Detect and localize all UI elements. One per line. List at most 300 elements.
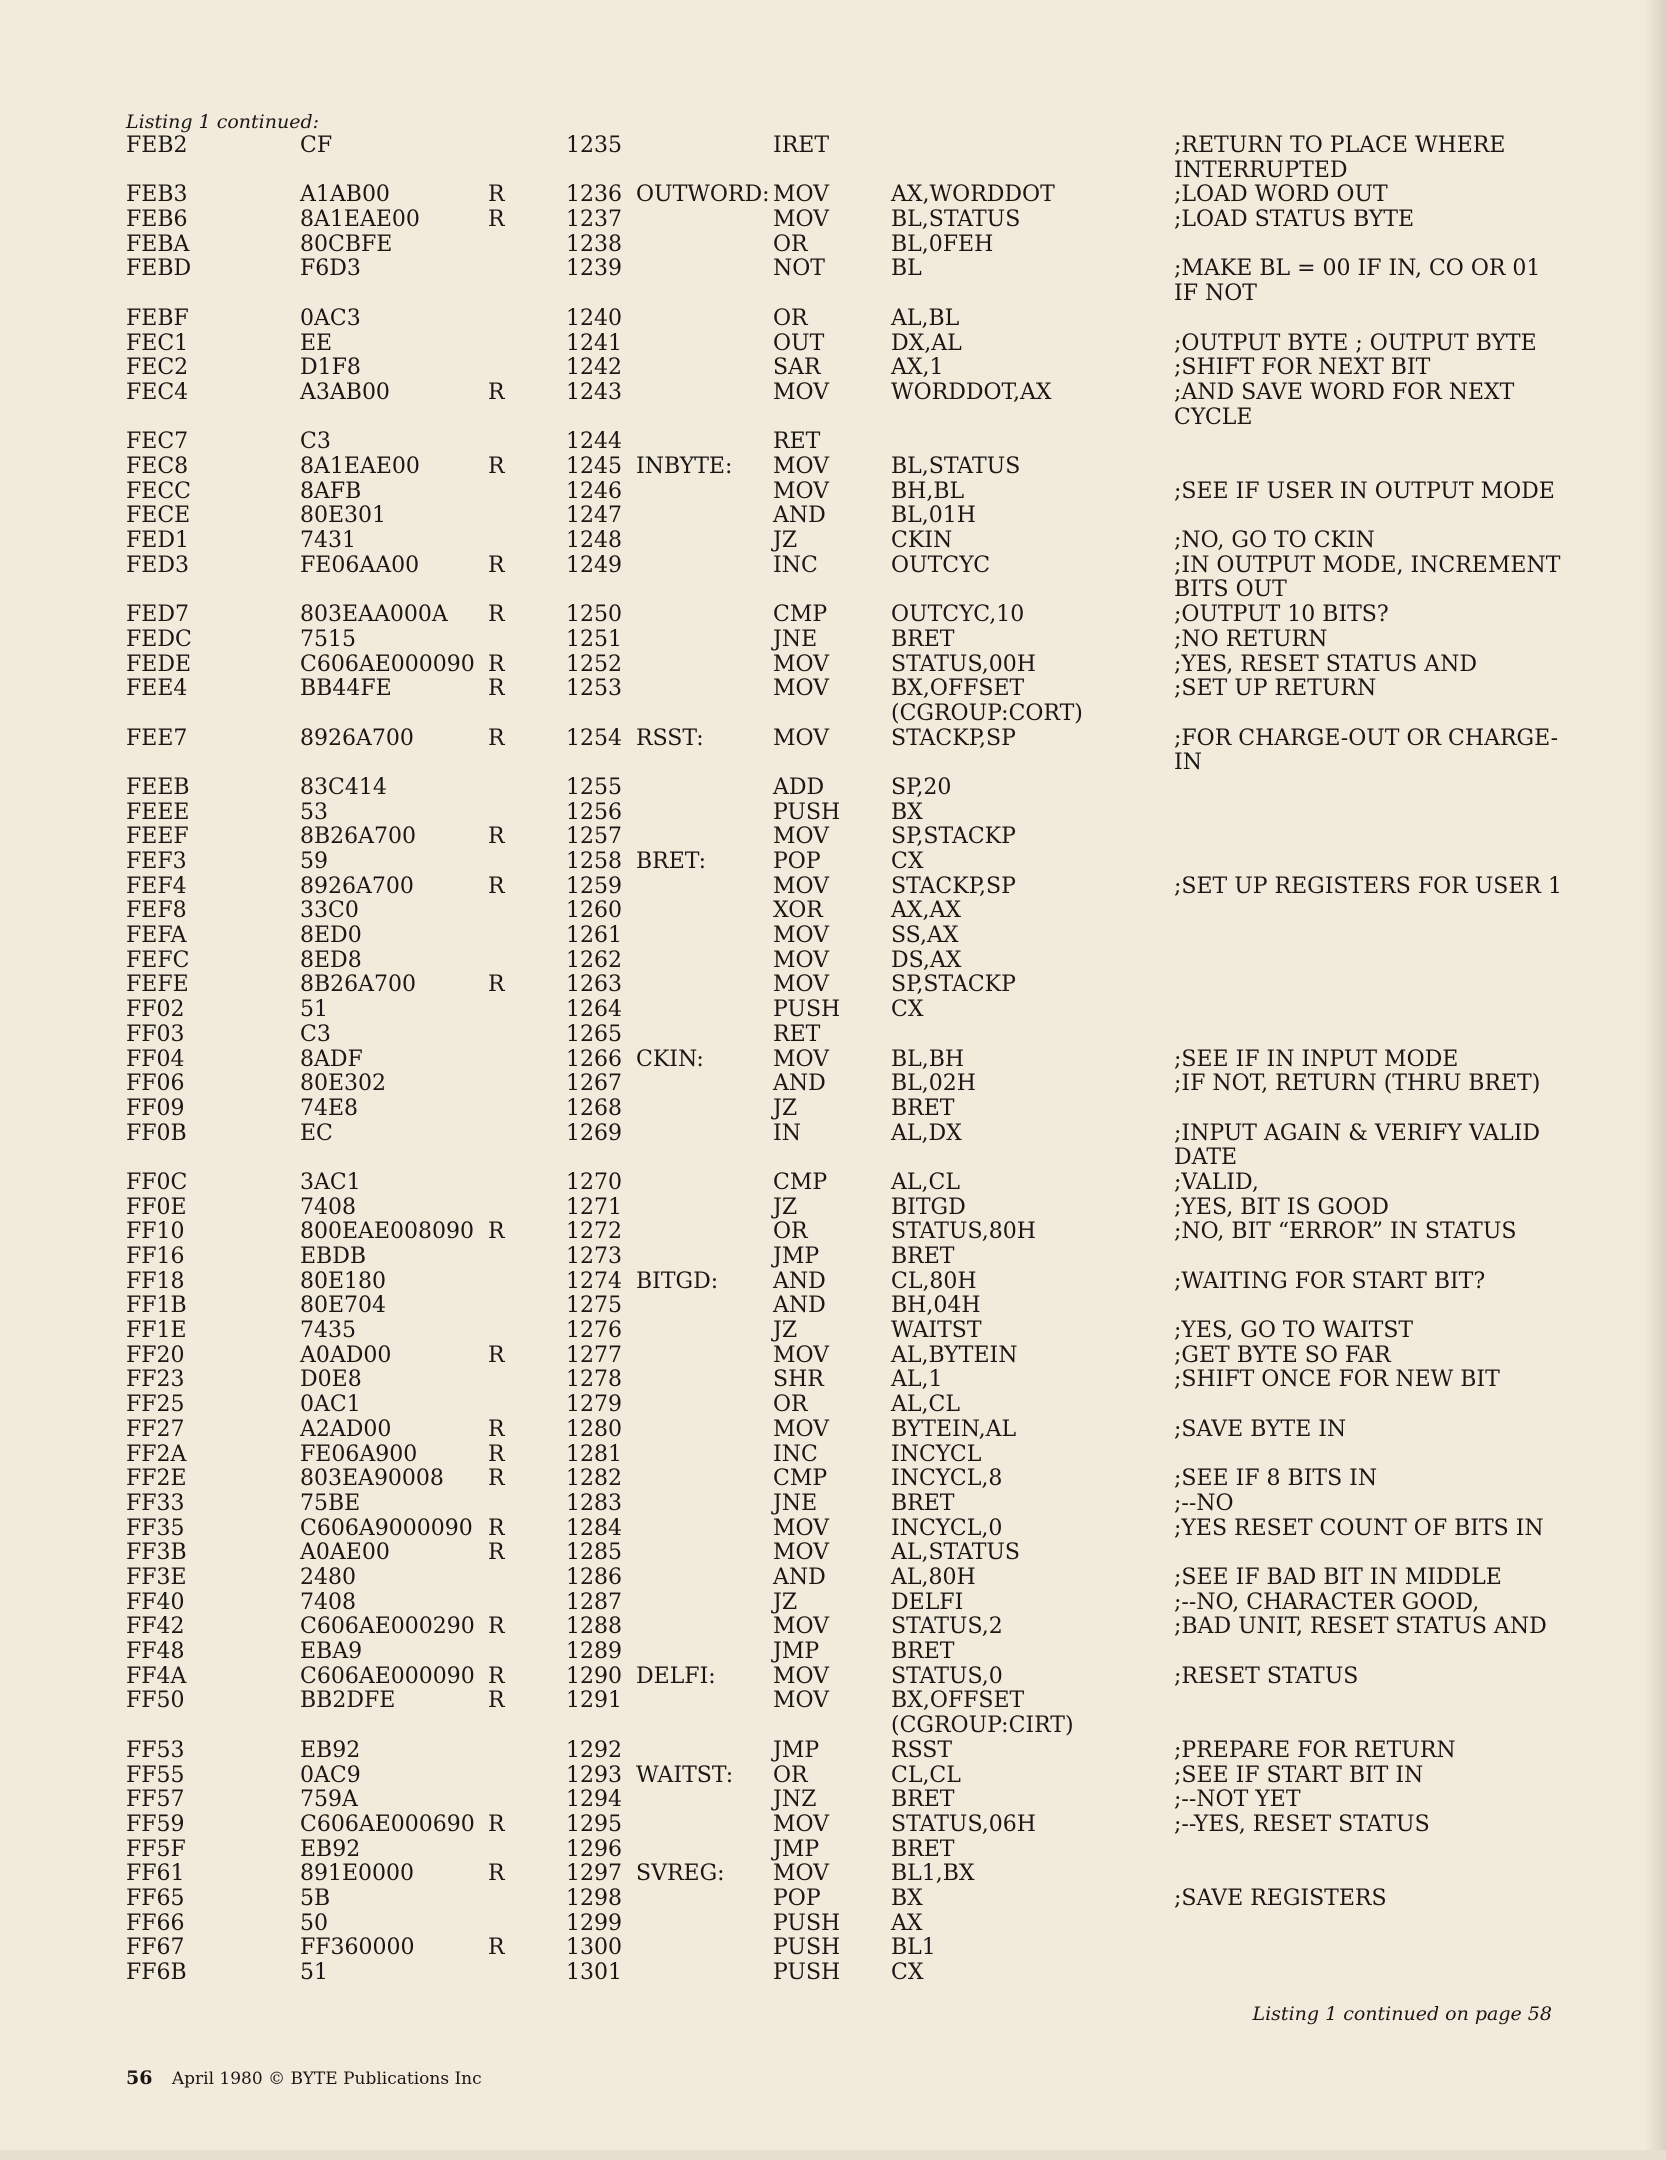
operand-cell: OUTCYC: [891, 552, 991, 578]
comment-cell: ;SEE IF START BIT IN: [1174, 1762, 1424, 1788]
line-number-cell: 1252: [566, 651, 622, 677]
listing-row: [126, 1245, 1576, 1270]
operand-cell: STATUS,00H: [891, 651, 1036, 677]
operand-cell: AL,1: [891, 1367, 943, 1393]
comment-cell: ;SET UP REGISTERS FOR USER 1: [1174, 873, 1562, 899]
address-cell: FEDE: [126, 651, 192, 677]
line-number-cell: 1237: [566, 207, 622, 233]
listing-row: [126, 1393, 1576, 1418]
object-code-cell: 8A1EAE00: [300, 207, 420, 233]
opcode-cell: AND: [773, 1293, 826, 1319]
operand-cell: BITGD: [891, 1194, 966, 1220]
listing-row: [126, 1566, 1576, 1591]
object-code-cell: 8ED8: [300, 947, 362, 973]
object-code-cell: C3: [300, 1021, 331, 1047]
opcode-cell: JMP: [773, 1244, 820, 1270]
address-cell: FF1E: [126, 1318, 187, 1344]
line-number-cell: 1265: [566, 1021, 622, 1047]
opcode-cell: MOV: [773, 725, 830, 751]
address-cell: FF42: [126, 1614, 185, 1640]
address-cell: FF06: [126, 1071, 185, 1097]
label-cell: DELFI:: [636, 1663, 716, 1689]
line-number-cell: 1263: [566, 972, 622, 998]
operand-cell: BL: [891, 256, 922, 282]
address-cell: FEF4: [126, 873, 187, 899]
address-cell: FF02: [126, 997, 185, 1023]
listing-row: [126, 233, 1576, 258]
operand-cell: CX: [891, 997, 924, 1023]
operand-cell: AX,AX: [891, 898, 962, 924]
operand-cell: BL1,BX: [891, 1861, 975, 1887]
opcode-cell: MOV: [773, 478, 830, 504]
object-code-cell: 51: [300, 1960, 328, 1985]
listing-row: [126, 183, 1576, 208]
relocation-flag-cell: R: [488, 1441, 505, 1467]
address-cell: FEC7: [126, 429, 189, 455]
object-code-cell: 7431: [300, 528, 356, 554]
listing-row: [126, 1912, 1576, 1937]
address-cell: FF1B: [126, 1293, 187, 1319]
label-cell: CKIN:: [636, 1046, 704, 1072]
line-number-cell: 1251: [566, 626, 622, 652]
opcode-cell: ADD: [773, 774, 825, 800]
line-number-cell: 1297: [566, 1861, 622, 1887]
address-cell: FEC8: [126, 453, 189, 479]
operand-cell: SP,STACKP: [891, 824, 1016, 850]
opcode-cell: MOV: [773, 207, 830, 233]
object-code-cell: C606AE000690: [300, 1811, 475, 1837]
comment-cell: ;INPUT AGAIN & VERIFY VALID DATE: [1174, 1120, 1541, 1171]
opcode-cell: POP: [773, 849, 821, 875]
comment-cell: ;LOAD STATUS BYTE: [1174, 207, 1415, 233]
address-cell: FEF3: [126, 849, 187, 875]
operand-cell: BL,STATUS: [891, 207, 1021, 233]
line-number-cell: 1264: [566, 997, 622, 1023]
line-number-cell: 1246: [566, 478, 622, 504]
listing-row: [126, 1122, 1576, 1171]
opcode-cell: MOV: [773, 1046, 830, 1072]
operand-cell: INCYCL,8: [891, 1466, 1003, 1492]
operand-cell: SP,20: [891, 774, 952, 800]
object-code-cell: 80E704: [300, 1293, 387, 1319]
operand-cell: SS,AX: [891, 923, 959, 949]
opcode-cell: INC: [773, 552, 818, 578]
operand-cell: BRET: [891, 626, 955, 652]
opcode-cell: JNE: [773, 1490, 818, 1516]
operand-cell: AL,STATUS: [891, 1540, 1021, 1566]
opcode-cell: RET: [773, 429, 821, 455]
comment-cell: ;NO, BIT “ERROR” IN STATUS: [1174, 1219, 1517, 1245]
listing-row: [126, 998, 1576, 1023]
line-number-cell: 1296: [566, 1836, 622, 1862]
address-cell: FF04: [126, 1046, 185, 1072]
comment-cell: ;WAITING FOR START BIT?: [1174, 1268, 1486, 1294]
operand-cell: BL,02H: [891, 1071, 976, 1097]
operand-cell: AL,CL: [891, 1169, 960, 1195]
address-cell: FF3E: [126, 1564, 187, 1590]
operand-cell: CL,CL: [891, 1762, 961, 1788]
address-cell: FF0E: [126, 1194, 187, 1220]
address-cell: FED1: [126, 528, 189, 554]
listing-row: [126, 1270, 1576, 1295]
address-cell: FF61: [126, 1861, 185, 1887]
object-code-cell: 33C0: [300, 898, 359, 924]
line-number-cell: 1238: [566, 231, 622, 257]
opcode-cell: OR: [773, 231, 808, 257]
line-number-cell: 1280: [566, 1416, 622, 1442]
opcode-cell: MOV: [773, 182, 830, 208]
object-code-cell: 7408: [300, 1589, 356, 1615]
object-code-cell: 74E8: [300, 1095, 359, 1121]
listing-row: [126, 1294, 1576, 1319]
operand-cell: BRET: [891, 1095, 955, 1121]
object-code-cell: CF: [300, 133, 333, 158]
relocation-flag-cell: R: [488, 676, 505, 702]
operand-cell: BRET: [891, 1836, 955, 1862]
page-footer: [126, 2067, 482, 2089]
opcode-cell: OR: [773, 1762, 808, 1788]
publication-credit: April 1980 © BYTE Publications Inc: [171, 2069, 482, 2089]
object-code-cell: A0AD00: [300, 1342, 392, 1368]
line-number-cell: 1261: [566, 923, 622, 949]
opcode-cell: SHR: [773, 1367, 824, 1393]
opcode-cell: POP: [773, 1885, 821, 1911]
operand-cell: BH,04H: [891, 1293, 981, 1319]
listing-row: [126, 1591, 1576, 1616]
relocation-flag-cell: R: [488, 1663, 505, 1689]
object-code-cell: 8A1EAE00: [300, 453, 420, 479]
operand-cell: BX: [891, 1885, 923, 1911]
object-code-cell: 0AC9: [300, 1762, 361, 1788]
comment-cell: ;--NO, CHARACTER GOOD,: [1174, 1589, 1480, 1615]
address-cell: FF27: [126, 1416, 185, 1442]
listing-row: [126, 973, 1576, 998]
relocation-flag-cell: R: [488, 873, 505, 899]
address-cell: FED3: [126, 552, 189, 578]
listing-row: [126, 1764, 1576, 1789]
line-number-cell: 1289: [566, 1639, 622, 1665]
operand-cell: BL,01H: [891, 503, 976, 529]
line-number-cell: 1291: [566, 1688, 622, 1714]
operand-cell: BRET: [891, 1787, 955, 1813]
address-cell: FF0B: [126, 1120, 187, 1146]
opcode-cell: MOV: [773, 1861, 830, 1887]
opcode-cell: MOV: [773, 1663, 830, 1689]
line-number-cell: 1294: [566, 1787, 622, 1813]
line-number-cell: 1283: [566, 1490, 622, 1516]
operand-cell: DS,AX: [891, 947, 962, 973]
address-cell: FED7: [126, 602, 189, 628]
opcode-cell: MOV: [773, 824, 830, 850]
opcode-cell: IRET: [773, 133, 829, 158]
opcode-cell: MOV: [773, 947, 830, 973]
comment-cell: ;GET BYTE SO FAR: [1174, 1342, 1391, 1368]
comment-cell: ;SEE IF IN INPUT MODE: [1174, 1046, 1459, 1072]
opcode-cell: MOV: [773, 1540, 830, 1566]
address-cell: FF20: [126, 1342, 185, 1368]
object-code-cell: 5B: [300, 1885, 331, 1911]
object-code-cell: A2AD00: [300, 1416, 392, 1442]
comment-cell: ;SEE IF 8 BITS IN: [1174, 1466, 1378, 1492]
relocation-flag-cell: R: [488, 1219, 505, 1245]
address-cell: FF57: [126, 1787, 185, 1813]
listing-row: [126, 356, 1576, 381]
address-cell: FEEB: [126, 774, 190, 800]
line-number-cell: 1249: [566, 552, 622, 578]
comment-cell: ;SHIFT ONCE FOR NEW BIT: [1174, 1367, 1500, 1393]
operand-cell: BL,0FEH: [891, 231, 994, 257]
opcode-cell: JNZ: [773, 1787, 817, 1813]
address-cell: FEB3: [126, 182, 188, 208]
address-cell: FF33: [126, 1490, 185, 1516]
listing-row: [126, 1418, 1576, 1443]
operand-cell: AX: [891, 1910, 923, 1936]
listing-row: [126, 727, 1576, 776]
opcode-cell: JMP: [773, 1836, 820, 1862]
opcode-cell: JMP: [773, 1737, 820, 1763]
address-cell: FEE4: [126, 676, 188, 702]
object-code-cell: 891E0000: [300, 1861, 415, 1887]
address-cell: FF50: [126, 1688, 185, 1714]
listing-row: [126, 1467, 1576, 1492]
opcode-cell: CMP: [773, 1169, 828, 1195]
line-number-cell: 1287: [566, 1589, 622, 1615]
object-code-cell: 0AC1: [300, 1392, 361, 1418]
comment-cell: ;--NOT YET: [1174, 1787, 1301, 1813]
comment-cell: ;OUTPUT 10 BITS?: [1174, 602, 1389, 628]
opcode-cell: CMP: [773, 1466, 828, 1492]
listing-row: [126, 257, 1576, 306]
listing-row: [126, 899, 1576, 924]
address-cell: FF09: [126, 1095, 185, 1121]
object-code-cell: 800EAE008090: [300, 1219, 474, 1245]
opcode-cell: MOV: [773, 651, 830, 677]
listing-row: [126, 875, 1576, 900]
label-cell: SVREG:: [636, 1861, 725, 1887]
listing-row: [126, 949, 1576, 974]
relocation-flag-cell: R: [488, 1416, 505, 1442]
relocation-flag-cell: R: [488, 552, 505, 578]
object-code-cell: 7515: [300, 626, 356, 652]
operand-cell: AL,80H: [891, 1564, 976, 1590]
object-code-cell: 8926A700: [300, 725, 414, 751]
listing-row: [126, 1640, 1576, 1665]
address-cell: FEC2: [126, 355, 189, 381]
listing-row: [126, 801, 1576, 826]
line-number-cell: 1285: [566, 1540, 622, 1566]
opcode-cell: JZ: [773, 1095, 798, 1121]
object-code-cell: 51: [300, 997, 328, 1023]
relocation-flag-cell: R: [488, 379, 505, 405]
operand-cell: INCYCL: [891, 1441, 982, 1467]
line-number-cell: 1239: [566, 256, 622, 282]
listing-row: [126, 1838, 1576, 1863]
opcode-cell: CMP: [773, 602, 828, 628]
listing-row: [126, 1072, 1576, 1097]
line-number-cell: 1267: [566, 1071, 622, 1097]
line-number-cell: 1253: [566, 676, 622, 702]
object-code-cell: C606AE000090: [300, 1663, 475, 1689]
address-cell: FEEF: [126, 824, 189, 850]
address-cell: FEDC: [126, 626, 192, 652]
comment-cell: ;SET UP RETURN: [1174, 676, 1377, 702]
comment-cell: ;AND SAVE WORD FOR NEXT CYCLE: [1174, 379, 1515, 430]
opcode-cell: AND: [773, 1268, 826, 1294]
operand-cell: AL,DX: [891, 1120, 962, 1146]
object-code-cell: 2480: [300, 1564, 356, 1590]
address-cell: FEEE: [126, 799, 190, 825]
listing-row: [126, 1344, 1576, 1369]
address-cell: FF2E: [126, 1466, 187, 1492]
listing-row: [126, 1541, 1576, 1566]
object-code-cell: FE06A900: [300, 1441, 418, 1467]
object-code-cell: FF360000: [300, 1935, 415, 1961]
object-code-cell: 8AFB: [300, 478, 362, 504]
operand-cell: BL,STATUS: [891, 453, 1021, 479]
relocation-flag-cell: R: [488, 1614, 505, 1640]
opcode-cell: MOV: [773, 1811, 830, 1837]
object-code-cell: 7408: [300, 1194, 356, 1220]
continued-note: Listing 1 continued on page 58: [1252, 2003, 1552, 2025]
comment-cell: ;SEE IF BAD BIT IN MIDDLE: [1174, 1564, 1502, 1590]
address-cell: FEB6: [126, 207, 188, 233]
operand-cell: SP,STACKP: [891, 972, 1016, 998]
line-number-cell: 1279: [566, 1392, 622, 1418]
line-number-cell: 1245: [566, 453, 622, 479]
line-number-cell: 1254: [566, 725, 622, 751]
opcode-cell: PUSH: [773, 799, 841, 825]
listing-row: [126, 924, 1576, 949]
operand-cell: BRET: [891, 1639, 955, 1665]
address-cell: FECC: [126, 478, 191, 504]
relocation-flag-cell: R: [488, 207, 505, 233]
label-cell: BRET:: [636, 849, 707, 875]
line-number-cell: 1235: [566, 133, 622, 158]
operand-cell: OUTCYC,10: [891, 602, 1025, 628]
comment-cell: ;LOAD WORD OUT: [1174, 182, 1388, 208]
listing-row: [126, 1961, 1576, 1986]
relocation-flag-cell: R: [488, 725, 505, 751]
opcode-cell: MOV: [773, 972, 830, 998]
listing-row: [126, 1689, 1576, 1738]
address-cell: FF0C: [126, 1169, 188, 1195]
opcode-cell: JZ: [773, 1194, 798, 1220]
comment-cell: ;YES, BIT IS GOOD: [1174, 1194, 1389, 1220]
line-number-cell: 1259: [566, 873, 622, 899]
opcode-cell: PUSH: [773, 1960, 841, 1985]
label-cell: BITGD:: [636, 1268, 719, 1294]
opcode-cell: MOV: [773, 676, 830, 702]
address-cell: FEBA: [126, 231, 190, 257]
relocation-flag-cell: R: [488, 824, 505, 850]
label-cell: WAITST:: [636, 1762, 734, 1788]
object-code-cell: 50: [300, 1910, 328, 1936]
object-code-cell: BB44FE: [300, 676, 392, 702]
listing-row: [126, 307, 1576, 332]
address-cell: FF16: [126, 1244, 185, 1270]
listing-row: [126, 1517, 1576, 1542]
object-code-cell: 803EA90008: [300, 1466, 444, 1492]
address-cell: FF65: [126, 1885, 185, 1911]
object-code-cell: 0AC3: [300, 305, 361, 331]
page-number: 56: [126, 2067, 153, 2089]
operand-cell: STACKP,SP: [891, 725, 1016, 751]
opcode-cell: MOV: [773, 923, 830, 949]
operand-cell: INCYCL,0: [891, 1515, 1003, 1541]
relocation-flag-cell: R: [488, 1540, 505, 1566]
line-number-cell: 1293: [566, 1762, 622, 1788]
address-cell: FF66: [126, 1910, 185, 1936]
address-cell: FF25: [126, 1392, 185, 1418]
operand-cell: AL,BYTEIN: [891, 1342, 1018, 1368]
object-code-cell: 8ADF: [300, 1046, 363, 1072]
opcode-cell: INC: [773, 1441, 818, 1467]
listing-row: [126, 480, 1576, 505]
address-cell: FF55: [126, 1762, 185, 1788]
line-number-cell: 1295: [566, 1811, 622, 1837]
comment-cell: ;SAVE BYTE IN: [1174, 1416, 1347, 1442]
opcode-cell: MOV: [773, 453, 830, 479]
object-code-cell: 3AC1: [300, 1169, 361, 1195]
operand-cell: CL,80H: [891, 1268, 977, 1294]
opcode-cell: RET: [773, 1021, 821, 1047]
line-number-cell: 1242: [566, 355, 622, 381]
object-code-cell: 53: [300, 799, 328, 825]
listing-row: [126, 628, 1576, 653]
comment-cell: ;PREPARE FOR RETURN: [1174, 1737, 1456, 1763]
opcode-cell: XOR: [773, 898, 823, 924]
object-code-cell: F6D3: [300, 256, 361, 282]
comment-cell: ;SEE IF USER IN OUTPUT MODE: [1174, 478, 1555, 504]
object-code-cell: 803EAA000A: [300, 602, 448, 628]
object-code-cell: 83C414: [300, 774, 387, 800]
opcode-cell: OR: [773, 305, 808, 331]
line-number-cell: 1241: [566, 330, 622, 356]
comment-cell: ;YES, GO TO WAITST: [1174, 1318, 1414, 1344]
address-cell: FF3B: [126, 1540, 187, 1566]
listing-row: [126, 430, 1576, 455]
object-code-cell: 75BE: [300, 1490, 361, 1516]
address-cell: FF35: [126, 1515, 185, 1541]
listing-row: [126, 332, 1576, 357]
listing-row: [126, 1665, 1576, 1690]
operand-cell: AL,BL: [891, 305, 960, 331]
line-number-cell: 1255: [566, 774, 622, 800]
listing-row: [126, 134, 1576, 183]
listing-row: [126, 653, 1576, 678]
operand-cell: STATUS,06H: [891, 1811, 1036, 1837]
listing-row: [126, 554, 1576, 603]
line-number-cell: 1270: [566, 1169, 622, 1195]
listing-row: [126, 1615, 1576, 1640]
listing-row: [126, 504, 1576, 529]
line-number-cell: 1284: [566, 1515, 622, 1541]
label-cell: INBYTE:: [636, 453, 733, 479]
operand-cell: AL,CL: [891, 1392, 960, 1418]
opcode-cell: MOV: [773, 873, 830, 899]
line-number-cell: 1273: [566, 1244, 622, 1270]
relocation-flag-cell: R: [488, 1466, 505, 1492]
comment-cell: ;RESET STATUS: [1174, 1663, 1359, 1689]
opcode-cell: JNE: [773, 626, 818, 652]
listing-row: [126, 1196, 1576, 1221]
line-number-cell: 1268: [566, 1095, 622, 1121]
page-edge-shadow: [1644, 0, 1666, 2160]
object-code-cell: C606A9000090: [300, 1515, 473, 1541]
operand-cell: BX,OFFSET (CGROUP:CIRT): [891, 1688, 1074, 1739]
opcode-cell: MOV: [773, 1688, 830, 1714]
listing-row: [126, 1813, 1576, 1838]
